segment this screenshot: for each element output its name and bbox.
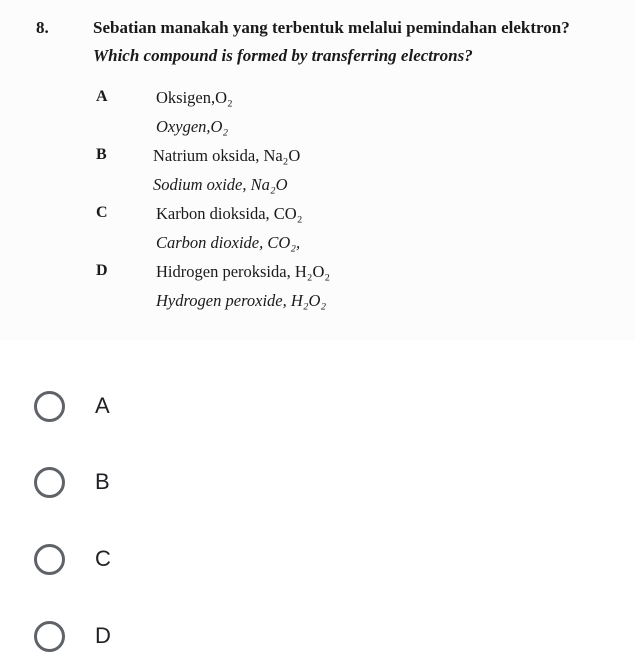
radio-button-icon[interactable] [34,467,65,498]
option-d-english: Hydrogen peroxide, H₂O₂ [156,291,327,310]
option-letter-b: B [96,146,107,163]
radio-button-icon[interactable] [34,621,65,652]
answer-label: D [95,623,111,648]
question-text-english: Which compound is formed by transferring electrons? [93,46,473,65]
question-number: 8. [36,18,49,37]
option-letter-a: A [96,88,108,105]
option-a-malay: Oksigen,O₂ [156,88,233,107]
answer-label: A [95,393,110,418]
option-c-malay: Karbon dioksida, CO₂ [156,204,303,223]
question-text-malay: Sebatian manakah yang terbentuk melalui pemindahan elektron? [93,18,570,37]
answer-option-a[interactable] [34,386,110,426]
option-b-english: Sodium oxide, Na₂O [153,175,288,194]
radio-button-icon[interactable] [34,544,65,575]
option-c-english: Carbon dioxide, CO₂, [156,233,301,252]
answer-option-b[interactable] [34,462,110,502]
answer-option-c[interactable] [34,539,111,579]
option-letter-c: C [96,204,108,221]
answer-label: C [95,546,111,571]
answer-label: B [95,469,110,494]
option-b-malay: Natrium oksida, Na₂O [153,146,301,165]
option-a-english: Oxygen,O₂ [156,117,229,136]
radio-button-icon[interactable] [34,391,65,422]
answer-option-d[interactable] [34,616,111,656]
option-d-malay: Hidrogen peroksida, H₂O₂ [156,262,331,281]
option-letter-d: D [96,262,108,279]
